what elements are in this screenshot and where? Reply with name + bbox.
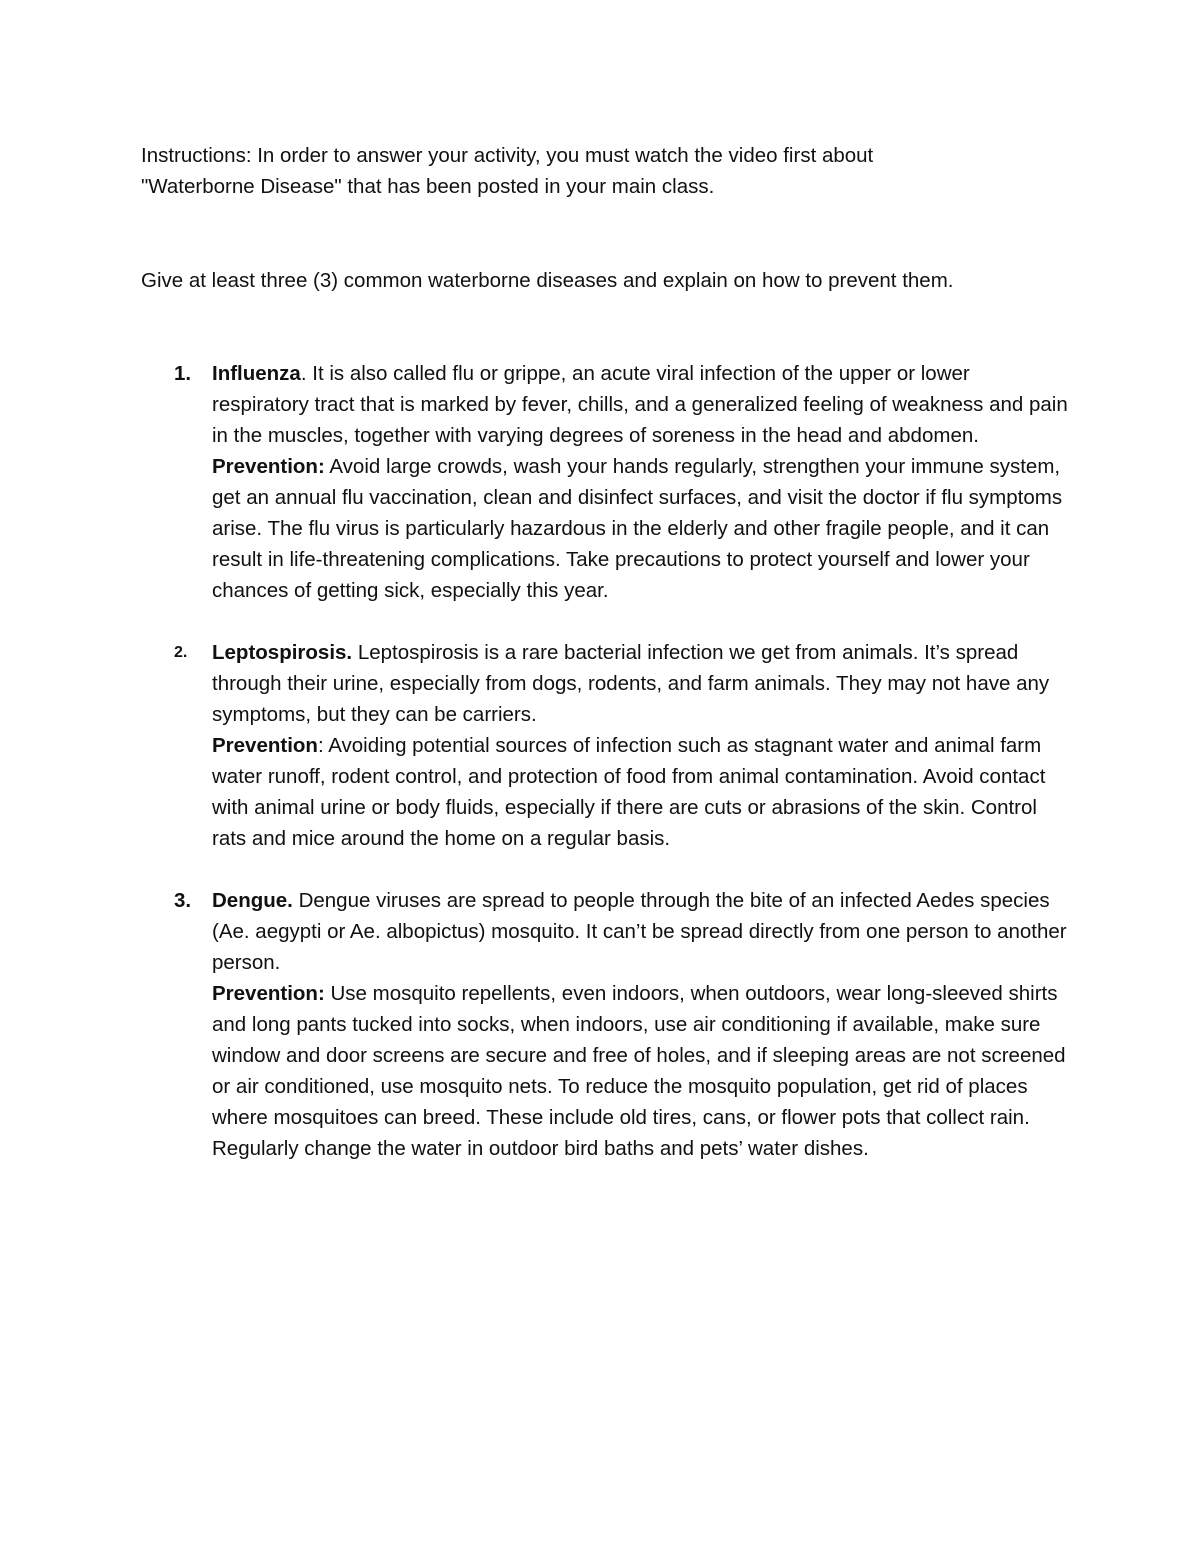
answer-description: [212, 358, 1072, 451]
instructions-paragraph: [141, 140, 1041, 202]
answer-item-leptospirosis: [0, 637, 1072, 854]
answer-number: 1.: [174, 362, 192, 385]
prevention-label: Prevention:: [212, 982, 325, 1005]
disease-name: Influenza: [212, 362, 301, 385]
disease-description: It is also called flu or grippe, an acute viral infection of the upper or lower respiratory tract that is marked by fever, chills, and a generalized feeling of weakness and pain in the muscles, together with varying degrees of soreness in the head and abdomen.: [212, 362, 1068, 447]
prevention-label: Prevention:: [212, 455, 325, 478]
answer-description: [212, 885, 1072, 978]
prevention-text: Avoid large crowds, wash your hands regularly, strengthen your immune system, get an annual flu vaccination, clean and disinfect surfaces, and visit the doctor if flu symptoms arise. The flu virus is particularly hazardous in the elderly and other fragile people, and it can result in life-threatening complications. Take precautions to protect yourself and lower your chances of getting sick, especially this year.: [212, 455, 1063, 602]
instructions-line-1: Instructions: In order to answer your activity, you must watch the video first about: [141, 144, 874, 167]
answer-list: [0, 358, 1200, 1195]
answer-number: 2.: [174, 644, 188, 661]
instructions-line-2: "Waterborne Disease" that has been posted in your main class.: [141, 175, 715, 198]
prevention-label: Prevention: [212, 734, 318, 757]
disease-description: Dengue viruses are spread to people through the bite of an infected Aedes species (Ae. aegypti or Ae. albopictus) mosquito. It can’t be spread directly from one person to another person.: [212, 889, 1067, 974]
answer-number: 3.: [174, 889, 192, 912]
answer-item-dengue: [0, 885, 1072, 1164]
disease-description: Leptospirosis is a rare bacterial infection we get from animals. It’s spread through their urine, especially from dogs, rodents, and farm animals. They may not have any symptoms, but they can be carriers.: [212, 641, 1050, 726]
answer-description: [212, 637, 1072, 730]
disease-name-punct: .: [300, 362, 307, 385]
answer-item-influenza: [0, 358, 1072, 606]
question-prompt: Give at least three (3) common waterborne diseases and explain on how to prevent them.: [141, 269, 954, 292]
disease-name: Dengue.: [212, 889, 293, 912]
disease-name: Leptospirosis.: [212, 641, 353, 664]
answer-prevention: [212, 978, 1072, 1164]
prevention-text: Use mosquito repellents, even indoors, when outdoors, wear long-sleeved shirts and long pants tucked into socks, when indoors, use air conditioning if available, make sure window and door screens are secure and free of holes, and if sleeping areas are not screened or air conditioned, use mosquito nets. To reduce the mosquito population, get rid of places where mosquitoes can breed. These include old tires, cans, or flower pots that collect rain. Regularly change the water in outdoor bird baths and pets’ water dishes.: [212, 982, 1066, 1160]
answer-prevention: [212, 451, 1072, 606]
answer-prevention: [212, 730, 1072, 854]
prevention-text: : Avoiding potential sources of infection such as stagnant water and animal farm water runoff, rodent control, and protection of food from animal contamination. Avoid contact with animal urine or body fluids, especially if there are cuts or abrasions of the skin. Control rats and mice around the home on a regular basis.: [212, 734, 1046, 850]
